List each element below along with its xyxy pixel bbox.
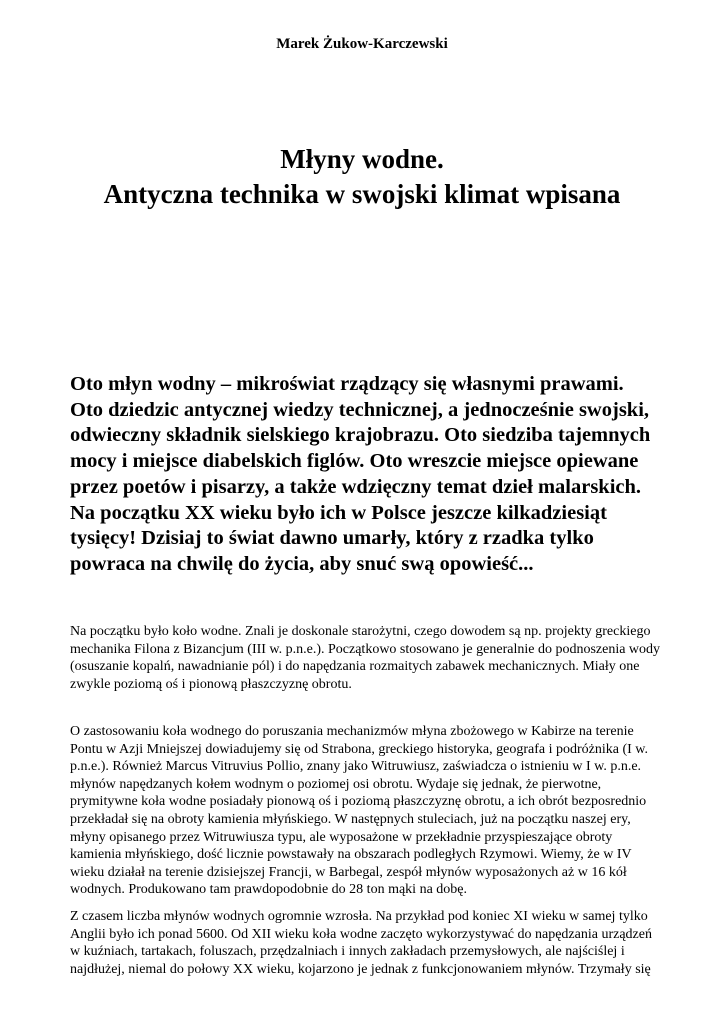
lead-line: Na początku XX wieku było ich w Polsce jeszcze kilkadziesiąt	[70, 501, 607, 524]
paragraph-line: młyny opisanego przez Witruwiusza typu, ale wyposażone w przekładnie przyspieszające obroty	[70, 829, 613, 845]
document-title	[0, 142, 724, 212]
lead-line: Oto młyn wodny – mikroświat rządzący się własnymi prawami.	[70, 373, 624, 395]
paragraph-line: młynów napędzanych kołem wodnym o poziomej osi obrotu. Wydaje się jednak, że pierwotne,	[70, 776, 602, 792]
lead-line: powraca na chwilę do życia, aby snuć swą opowieść...	[70, 552, 534, 575]
paragraph-line: Anglii było ich ponad 5600. Od XII wieku koła wodne zaczęto wykorzystywać do napędzania urządzeń	[70, 926, 652, 942]
paragraph-line: najdłużej, niemal do połowy XX wieku, kojarzono je jednak z funkcjonowaniem młynów. Trzymały się	[70, 961, 651, 977]
title-line-2: Antyczna technika w swojski klimat wpisana	[103, 179, 621, 209]
paragraph-line: zwykle poziomą oś i pionową płaszczyznę obrotu.	[70, 676, 352, 692]
lead-paragraph	[70, 372, 710, 578]
paragraph-line: przekładał się na obroty kamienia młyńskiego. W następnych stuleciach, już na początku naszej ery,	[70, 811, 631, 827]
lead-line: tysięcy! Dzisiaj to świat dawno umarły, który z rzadka tylko	[70, 527, 594, 550]
paragraph-line: kamienia młyńskiego, dość licznie powstawały na obszarach podległych Rzymowi. Wiemy, że w IV	[70, 847, 632, 863]
paragraph-line: (osuszanie kopalń, nawadnianie pól) i do napędzania rozmaitych zabawek mechanicznych. Miały one	[70, 659, 640, 675]
paragraph-line: w kuźniach, tartakach, foluszach, przędzalniach i innych zakładach przemysłowych, ale najściślej i	[70, 944, 625, 960]
paragraph-line: p.n.e.). Również Marcus Vitruvius Pollio, znany jako Witruwiusz, zaświadcza o istnieniu w I w. p.n.e.	[70, 759, 642, 775]
lead-line: Oto dziedzic antycznej wiedzy technicznej, a jednocześnie swojski,	[70, 398, 650, 421]
body-paragraph-3	[70, 908, 710, 978]
paragraph-line: mechanika Filona z Bizancjum (III w. p.n.e.). Początkowo stosowano je generalnie do podnoszenia wody	[70, 641, 661, 657]
title-line-1: Młyny wodne.	[280, 144, 444, 174]
paragraph-line: prymitywne koła wodne posiadały pionową oś i poziomą płaszczyznę obrotu, a ich obrót bezposrednio	[70, 794, 647, 810]
paragraph-line: O zastosowaniu koła wodnego do poruszania mechanizmów młyna zbożowego w Kabirze na terenie	[70, 724, 634, 739]
paragraph-line: Na początku było koło wodne. Znali je doskonale starożytni, czego dowodem są np. projekty greckiego	[70, 624, 651, 639]
paragraph-line: wodnych. Produkowano tam prawdopodobnie do 28 ton mąki na dobę.	[70, 882, 467, 898]
body-paragraph-1	[70, 623, 710, 693]
paragraph-line: wieku działał na terenie dzisiejszej Francji, w Barbegal, zespół młynów wyposażonych aż w 16 kół	[70, 864, 627, 880]
lead-line: przez poetów i pisarzy, a także wdzięczny temat dzieł malarskich.	[70, 475, 642, 498]
lead-line: odwieczny składnik sielskiego krajobrazu. Oto siedziba tajemnych	[70, 424, 651, 447]
author-name: Marek Żukow-Karczewski	[276, 36, 448, 52]
paragraph-line: Z czasem liczba młynów wodnych ogromnie wzrosła. Na przykład pod koniec XI wieku w samej tylko	[70, 909, 648, 924]
paragraph-line: Pontu w Azji Mniejszej dowiadujemy się od Strabona, greckiego historyka, geografa i podróżnika (I w.	[70, 741, 649, 757]
body-paragraph-2	[70, 723, 710, 899]
lead-line: mocy i miejsce diabelskich figlów. Oto wreszcie miejsce opiewane	[70, 450, 639, 473]
